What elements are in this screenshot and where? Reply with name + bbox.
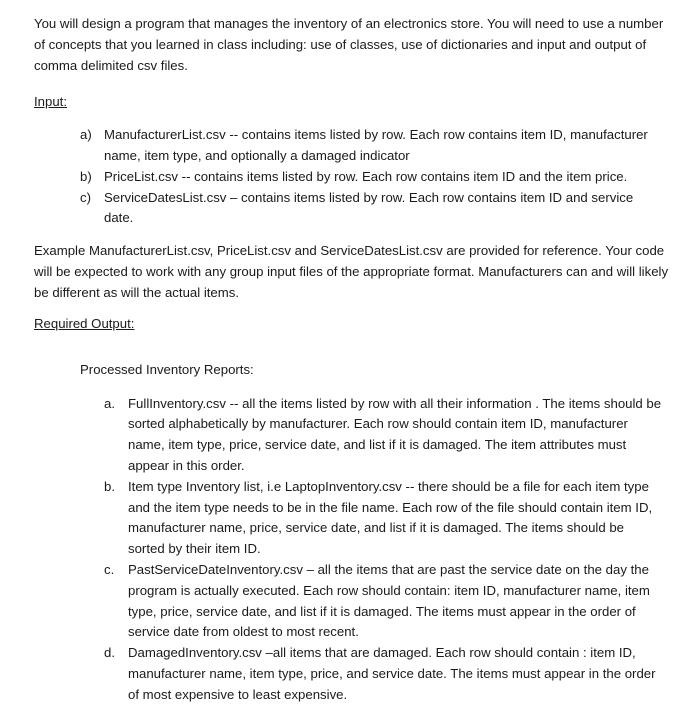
list-item-text: Item type Inventory list, i.e LaptopInventory.csv -- there should be a file for each item type and the item type needs to be in the file name. Each row of the file should contain item ID, manufacturer name, price, service date, and list if it is damaged. The items should be sorted by their item ID.: [128, 478, 653, 557]
output-report-list: [104, 394, 664, 706]
spacer: [34, 334, 674, 346]
list-marker: c.: [104, 561, 115, 577]
list-marker: c): [80, 189, 91, 205]
list-item-output-b: [104, 477, 664, 560]
list-item-text: ServiceDatesList.csv – contains items listed by row. Each row contains item ID and service date.: [104, 189, 634, 226]
list-item-text: DamagedInventory.csv –all items that are damaged. Each row should contain : item ID, manufacturer name, item type, price, and service date. The items must appear in the order of most expensive to least expensive.: [128, 645, 656, 702]
list-item-text: ManufacturerList.csv -- contains items listed by row. Each row contains item ID, manufacturer name, item type, and optionally a damaged indicator: [104, 127, 648, 163]
spacer: [34, 229, 674, 241]
list-item-text: FullInventory.csv -- all the items listed by row with all their information . The items should be sorted alphabetically by manufacturer. Each row should contain item ID, manufacturer name, item type, price, service date, and list if it is damaged. The item attributes must appear in this order.: [128, 395, 662, 473]
list-item-output-c: [104, 560, 664, 643]
list-item-output-a: [104, 394, 664, 477]
input-heading: Input:: [34, 94, 67, 110]
spacer: [34, 76, 674, 92]
intro-paragraph: You will design a program that manages the inventory of an electronics store. You will need to use a number of concepts that you learned in class including: use of classes, use of dictionaries and input and output of comma delimited csv files.: [34, 16, 664, 73]
list-item-text: PastServiceDateInventory.csv – all the items that are past the service date on the day the program is actually executed. Each row should contain: item ID, manufacturer name, item type, price, service date, and list if it is damaged. The items must appear in the order of service date from oldest to most recent.: [128, 561, 650, 640]
list-marker: b.: [104, 478, 115, 494]
output-heading: Required Output:: [34, 315, 135, 331]
list-marker: a): [80, 127, 92, 143]
input-file-list: [80, 125, 666, 229]
spacer: [34, 304, 674, 314]
list-marker: a.: [104, 395, 115, 411]
list-item-input-c: [80, 188, 666, 230]
list-marker: d.: [104, 645, 115, 661]
list-marker: b): [80, 168, 92, 184]
example-paragraph: Example ManufacturerList.csv, PriceList.csv and ServiceDatesList.csv are provided for reference. Your code will be expected to work with any group input files of the appropriate format. Manufacturers can and will likely be different as will the actual items.: [34, 243, 669, 300]
spacer: [34, 113, 674, 125]
assignment-document: [34, 14, 674, 705]
list-item-input-b: [80, 167, 666, 188]
list-item-output-d: [104, 643, 664, 705]
list-item-input-a: [80, 125, 666, 167]
output-intro: Processed Inventory Reports:: [80, 361, 254, 377]
list-item-text: PriceList.csv -- contains items listed by row. Each row contains item ID and the item price.: [104, 168, 628, 184]
